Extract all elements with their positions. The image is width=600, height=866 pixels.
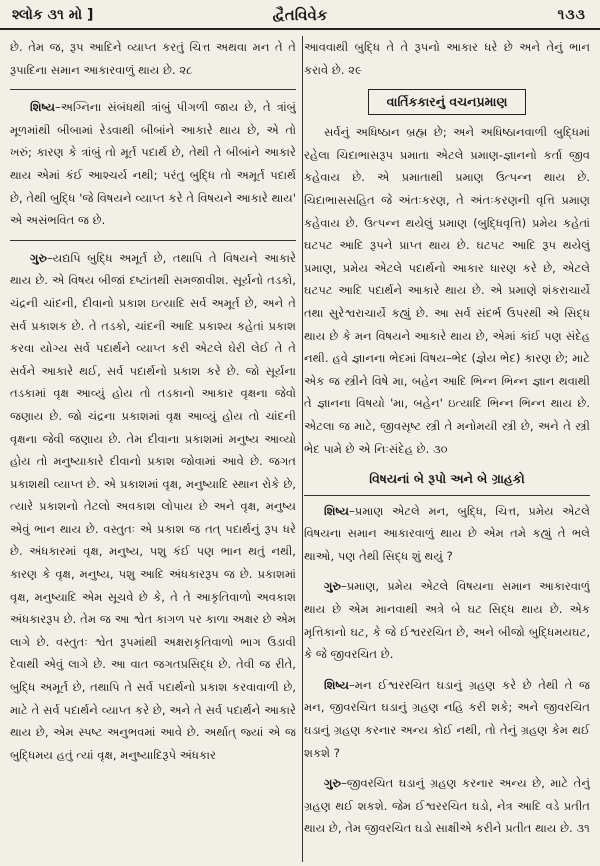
- column-divider: [302, 36, 303, 862]
- section-divider: [10, 89, 296, 90]
- left-column: [10, 36, 296, 862]
- chapter-title: દ્વૈતવિવેક: [272, 6, 328, 24]
- page-header: [0, 0, 600, 30]
- paragraph-28-end: છે. તેમ જ, રૂપ આદિને વ્યાપ્ત કરતું ચિત્ત અથવા મન તે તે રૂપાદિના સમાન આકારવાળું થાય છે. ૨૮: [10, 40, 296, 77]
- paragraph-text: –પ્રમાણ એટલે મન, બુદ્ધિ, ચિત્ત, પ્રમેય એટલે વિષયના સમાન આકારવાળું થાય છે એમ તમે કહ્યું તે ભલે થાઓ, પણ તેથી સિદ્ધ શું થયું ?: [304, 503, 590, 563]
- paragraph-text: –મન ઈશ્વરરચિત ઘડાનું ગ્રહણ કરે છે તેથી તે જ મન, જીવરચિત ઘડાનું ગ્રહણ નહિ કરી શકે; અને જીવરચિત ઘડાનું ગ્રહણ કરનાર અન્ય કોઈ નથી, તો તેનું ગ્રહણ કેમ થઈ શકશે ?: [304, 677, 590, 760]
- verse-reference: શ્લોક ૩૧ મો ]: [12, 7, 94, 23]
- heading-underline: [304, 495, 590, 496]
- guru-paragraph: [304, 772, 590, 840]
- speaker-label: ગુરુ: [30, 250, 47, 265]
- paragraph-text: –પ્રમાણ, પ્રમેય એટલે વિષયના સમાન આકારવાળું થાય છે એમ માનવાથી અત્રે બે ઘટ સિદ્ધ થાય છે. એક મૃત્તિકાનો ઘટ, કે જે ઈશ્વરરચિત છે, અને બીજો બુદ્ધિમયઘટ, કે જે જીવરચિત છે.: [304, 579, 590, 662]
- right-column: [304, 36, 590, 862]
- speaker-label: શિષ્ય: [324, 503, 349, 518]
- paragraph-text: –જીવરચિત ઘડાનું ગ્રહણ કરનાર અન્ય છે, માટે તેનું ગ્રહણ થઈ શકશે. જેમ ઈશ્વરરચિત ઘડો, નેત્ર આદિ વડે પ્રતીત થાય છે, તેમ જીવરચિત ઘડો સાક્ષીએ કરીને પ્રતીત થાય છે. ૩૧: [304, 776, 590, 836]
- text-columns: [10, 36, 590, 862]
- speaker-label: ગુરુ: [324, 776, 341, 791]
- shishya-paragraph: [10, 96, 296, 232]
- paragraph-text: –અગ્નિના સંબંધથી ત્રાંબું પીગળી જાય છે, તે ત્રાંબું મૂળમાંથી બીબામાં રેડવાથી બીબાંને આકારે થાય છે, એ તો ખરું; કારણ કે ત્રાંબું તો મૂર્ત પદાર્થ છે, તેથી તે બીબાંને આકારે થાય એમાં કંઈ આશ્ચર્ય નથી; પરંતુ બુદ્ધિ તો અમૂર્ત પદાર્થ છે, તેથી બુદ્ધિ 'જે વિષયને વ્યાપ્ત કરે તે વિષયને આકારે થાય' એ અસંભવિત જ છે.: [10, 100, 296, 228]
- section-heading: વિષયનાં બે રૂપો અને બે ગ્રાહકો: [369, 471, 525, 487]
- speaker-label: શિષ્ય: [324, 677, 349, 692]
- paragraph-29-end: આવવાથી બુદ્ધિ તે તે રૂપનો આકાર ધરે છે અને તેનું ભાન કરાવે છે. ૨૯: [304, 40, 590, 77]
- guru-paragraph: [304, 575, 590, 665]
- speaker-label: ગુરુ: [324, 579, 341, 594]
- shishya-paragraph: [304, 500, 590, 568]
- speaker-label: શિષ્ય: [30, 100, 55, 115]
- boxed-heading: વાર્તિકકારનું વચનપ્રમાણ: [368, 89, 527, 115]
- paragraph-text: –યદ્યપિ બુદ્ધિ અમૂર્ત છે, તથાપિ તે વિષયને આકારે થાય છે. એ વિષય બીજાં દષ્ટાંતથી સમજાવીશ. સૂર્યનો તડકો, ચંદ્રની ચાંદની, દીવાનો પ્રકાશ ઇત્યાદિ સર્વ અમૂર્ત છે, અને તે સર્વ પ્રકાશક છે. તે તડકો, ચાંદની આદિ પ્રકાશ્ય કહેતાં પ્રકાશ કરવા યોગ્ય સર્વ પદાર્થને વ્યાપ્ત કરી એટલે ઘેરી લેઈ તે તે સર્વને આકારે થઈ, સર્વ પદાર્થનો પ્રકાશ કરે છે. જો સૂર્યના તડકામાં વૃક્ષ આવ્યું હોય તો તડકાનો આકાર વૃક્ષના જેવો જણાય છે. જો ચંદ્રના પ્રકાશમાં વૃક્ષ આવ્યું હોય તો ચાંદની વૃક્ષના જેવી જણાય છે. તેમ દીવાના પ્રકાશમાં મનુષ્ય આવ્યો હોય તો મનુષ્યાકારે દીવાનો પ્રકાશ જોવામાં આવે છે. જગત પ્રકાશથી વ્યાપ્ત છે. એ પ્રકાશમાં વૃક્ષ, મનુષ્યાદિ સ્થાન રોકે છે, ત્યારે પ્રકાશનો તેટલો અવકાશ લોપાય છે અને વૃક્ષ, મનુષ્ય એવું ભાન થાય છે. વસ્તુતઃ એ પ્રકાશ જ તત્ પદાર્થનું રૂપ ધરે છે. અંધકારમાં વૃક્ષ, મનુષ્ય, પશુ કંઈ પણ ભાન થતું નથી, કારણ કે વૃક્ષ, મનુષ્ય, પશુ આદિ અંધકારરૂપ જ છે. પ્રકાશમાં વૃક્ષ, મનુષ્યાદિ એમ સૂચવે છે કે, તે તે આકૃતિવાળો અવકાશ અંધકારરૂપ છે. તેમ જ આ શ્વેત કાગળ પર કાળા અક્ષર છે એમ લાગે છે. વસ્તુતઃ શ્વેત રૂપમાંથી અક્ષરાકૃતિવાળો ભાગ ઉડાવી દેવાથી એવું લાગે છે. આ વાત જગતપ્રસિદ્ધ છે. તેવી જ રીતે, બુદ્ધિ અમૂર્ત છે, તથાપિ તે સર્વ પદાર્થનો પ્રકાશ કરવાવાળી છે, માટે તે સર્વ પદાર્થને વ્યાપ્ત કરે છે, અને તે સર્વ પદાર્થને આકારે થાય છે, એમ સ્પષ્ટ અનુભવમાં આવે છે. અર્થાત્ જ્યાં એ જ બુદ્ધિમય હતું ત્યાં વૃક્ષ, મનુષ્યાદિરૂપે અંધકાર: [10, 250, 296, 762]
- page-number: ૧૩૩: [557, 7, 586, 23]
- section-divider: [10, 240, 296, 241]
- shishya-paragraph: [304, 674, 590, 764]
- guru-paragraph: [10, 247, 296, 767]
- paragraph-30: સર્વનું અધિષ્ઠાન બ્રહ્મ છે; અને અધિષ્ઠાનવાળી બુદ્ધિમાં રહેલા ચિદાભાસરૂપ પ્રમાતા એટલે પ્રમાણ-જ્ઞાનનો કર્તા જીવ કહેવાય છે. એ પ્રમાતાથી પ્રમાણ ઉત્પન્ન થાય છે. ચિદાભાસસહિત જે અંતઃકરણ, તે અંતઃકરણની વૃત્તિ પ્રમાણ કહેવાય છે. ઉત્પન્ન થયેલું પ્રમાણ (બુદ્ધિવૃત્તિ) પ્રમેય કહેતાં ઘટપટ આદિ રૂપને પ્રાપ્ત થાય છે. ઘટપટ આદિ રૂપ થયેલું પ્રમાણ, પ્રમેય એટલે પદાર્થનો આકાર ધારણ કરે છે, એટલે ઘટપટ આદિ પદાર્થને આકારે થાય છે. એ પ્રમાણે શંકરાચાર્યે તથા સુરેશ્વરાચાર્યે કહ્યું છે. આ સર્વ સંદર્ભ ઉપરથી એ સિદ્ધ થાય છે કે મન વિષયને આકારે થાય છે, એમાં કાંઈ પણ સંદેહ નથી. હવે જ્ઞાનના ભેદમાં વિષય–ભેદ (જ્ઞેય ભેદ) કારણ છે; માટે એક જ સ્ત્રીને વિષે મા, બહેન આદિ ભિન્ન ભિન્ન જ્ઞાન થવાથી તે જ્ઞાનના વિષયો 'મા, બહેન' ઇત્યાદિ ભિન્ન ભિન્ન થાય છે. એટલા જ માટે, જીવસૃષ્ટ સ્ત્રી તે મનોમયી સ્ત્રી છે, અને તે સ્ત્રી ભેદ પામે છે એ નિઃસંદેહ છે. ૩૦: [304, 125, 590, 456]
